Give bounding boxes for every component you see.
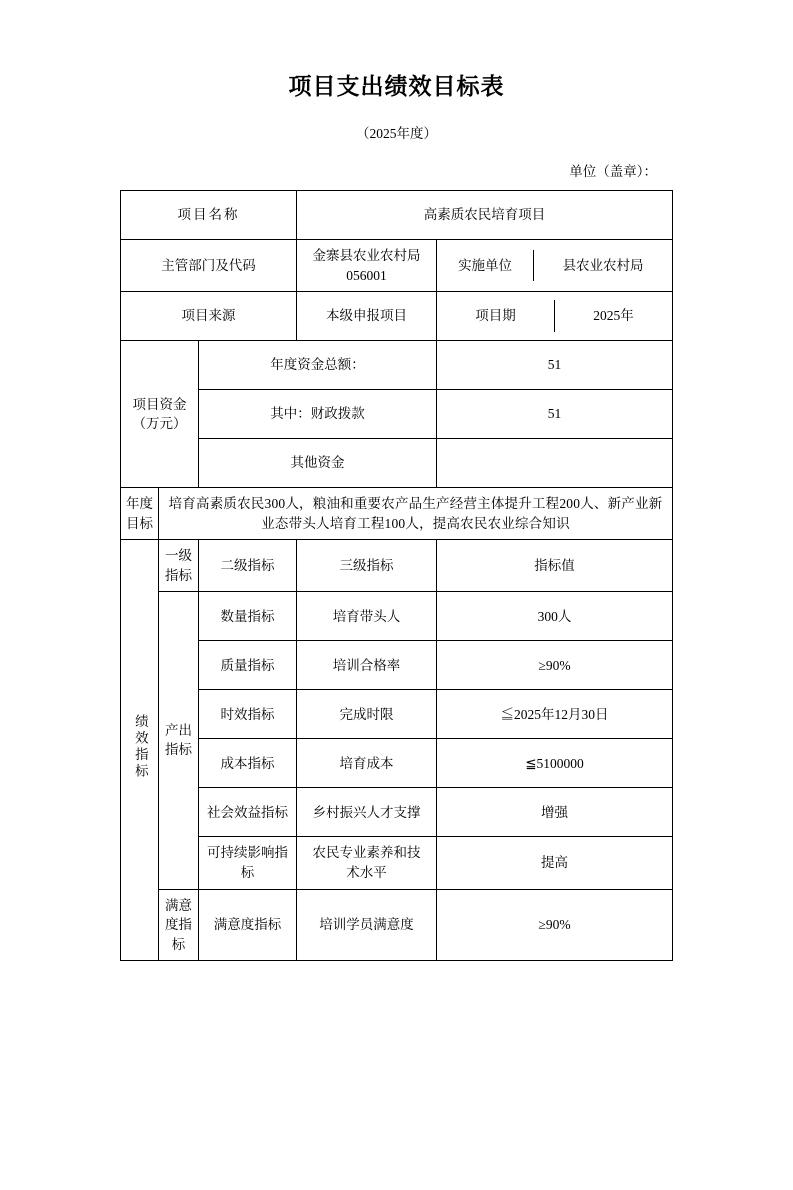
funds-row-value-0: 51 <box>437 341 673 390</box>
project-name-value: 高素质农民培育项目 <box>297 191 673 240</box>
group-0-level1 <box>159 592 199 889</box>
indicator-level3 <box>297 837 437 889</box>
indicator-level2: 质量指标 <box>199 641 297 690</box>
indicator-value: ≥90% <box>437 641 673 690</box>
table-row-indicator-2 <box>121 690 673 739</box>
indicator-level3: 培育成本 <box>297 739 437 788</box>
indicator-value: 增强 <box>437 788 673 837</box>
table-row-project-name <box>121 191 673 240</box>
indicator-level2: 时效指标 <box>199 690 297 739</box>
dept-label: 主管部门及代码 <box>121 240 297 292</box>
table-row-indicator-4 <box>121 788 673 837</box>
table-row-indicator-3 <box>121 739 673 788</box>
indicator-level3-line1: 农民专业素养和技 <box>312 845 421 861</box>
group-0-level1-line1: 产出 <box>165 722 192 738</box>
group-1-level1-line1: 满意 <box>165 897 192 913</box>
source-value: 本级申报项目 <box>297 292 437 341</box>
group-1-level1-line2: 度指标 <box>165 917 192 952</box>
funds-row-name-0: 年度资金总额： <box>199 341 437 390</box>
header-level3: 三级指标 <box>297 540 437 592</box>
table-row-indicator-6 <box>121 889 673 961</box>
indicator-value: ≥90% <box>437 889 673 961</box>
table-row-source <box>121 292 673 341</box>
period-cell <box>437 292 673 341</box>
funds-row-value-2 <box>437 439 673 488</box>
page-subtitle: （2025年度） <box>356 126 437 141</box>
indicator-level3: 培训学员满意度 <box>297 889 437 961</box>
table-row-funds-2 <box>121 390 673 439</box>
header-level2: 二级指标 <box>199 540 297 592</box>
indicator-value: ≦2025年12月30日 <box>437 690 673 739</box>
impl-unit-label: 实施单位 <box>437 250 534 282</box>
page-title: 项目支出绩效目标表 <box>288 74 505 99</box>
table-row-indicator-1 <box>121 641 673 690</box>
funds-label-line1: 项目资金 <box>132 396 187 412</box>
annual-goal-text: 培育高素质农民300人，粮油和重要农产品生产经营主体提升工程200人、新产业新业态带头人培育工程100人，提高农民农业综合知识 <box>159 488 673 540</box>
indicator-level2: 社会效益指标 <box>199 788 297 837</box>
table-row-funds-1 <box>121 341 673 390</box>
header-level1 <box>159 540 199 592</box>
annual-goal-label <box>121 488 159 540</box>
funds-label-line2: （万元） <box>132 416 187 432</box>
indicator-level2-line2: 标 <box>240 864 255 880</box>
performance-side-label-text: 绩效指标 <box>132 714 148 781</box>
funds-label <box>121 341 199 488</box>
indicator-level2: 成本指标 <box>199 739 297 788</box>
performance-goal-table <box>120 190 673 961</box>
indicator-level3: 乡村振兴人才支撑 <box>297 788 437 837</box>
funds-row-name-1: 其中：财政拨款 <box>199 390 437 439</box>
table-row-department <box>121 240 673 292</box>
group-0-level1-line2: 指标 <box>165 742 192 758</box>
table-row-annual-goal <box>121 488 673 540</box>
indicator-level2-line1: 可持续影响指 <box>207 845 288 861</box>
indicator-level3: 培育带头人 <box>297 592 437 641</box>
table-row-funds-3 <box>121 439 673 488</box>
indicator-value: ≦5100000 <box>437 739 673 788</box>
dept-value: 金寨县农业农村局056001 <box>297 240 437 292</box>
indicator-level2: 满意度指标 <box>199 889 297 961</box>
indicator-level2 <box>199 837 297 889</box>
table-row-indicator-5 <box>121 837 673 889</box>
indicator-value: 300人 <box>437 592 673 641</box>
seal-unit-line: 单位（盖章）： <box>569 164 657 179</box>
indicator-level3: 完成时限 <box>297 690 437 739</box>
table-row-indicator-0 <box>121 592 673 641</box>
header-level1-line2: 指标 <box>165 567 192 583</box>
document-page <box>0 68 793 1190</box>
header-level1-line1: 一级 <box>165 548 192 564</box>
performance-side-label <box>121 540 159 961</box>
indicator-level3-line2: 术水平 <box>346 864 387 880</box>
indicator-value: 提高 <box>437 837 673 889</box>
group-1-level1 <box>159 889 199 961</box>
indicator-level3: 培训合格率 <box>297 641 437 690</box>
annual-goal-label-line1: 年度 <box>126 496 153 512</box>
table-row-indicator-header <box>121 540 673 592</box>
funds-row-name-2: 其他资金 <box>199 439 437 488</box>
annual-goal-label-line2: 目标 <box>126 515 153 531</box>
source-label: 项目来源 <box>121 292 297 341</box>
funds-row-value-1: 51 <box>437 390 673 439</box>
impl-unit-cell <box>437 240 673 292</box>
indicator-level2: 数量指标 <box>199 592 297 641</box>
project-name-label: 项目名称 <box>121 191 297 240</box>
impl-unit-value: 县农业农村局 <box>562 257 644 273</box>
period-value: 2025年 <box>593 308 634 324</box>
period-label: 项目期 <box>437 300 555 332</box>
header-value: 指标值 <box>437 540 673 592</box>
